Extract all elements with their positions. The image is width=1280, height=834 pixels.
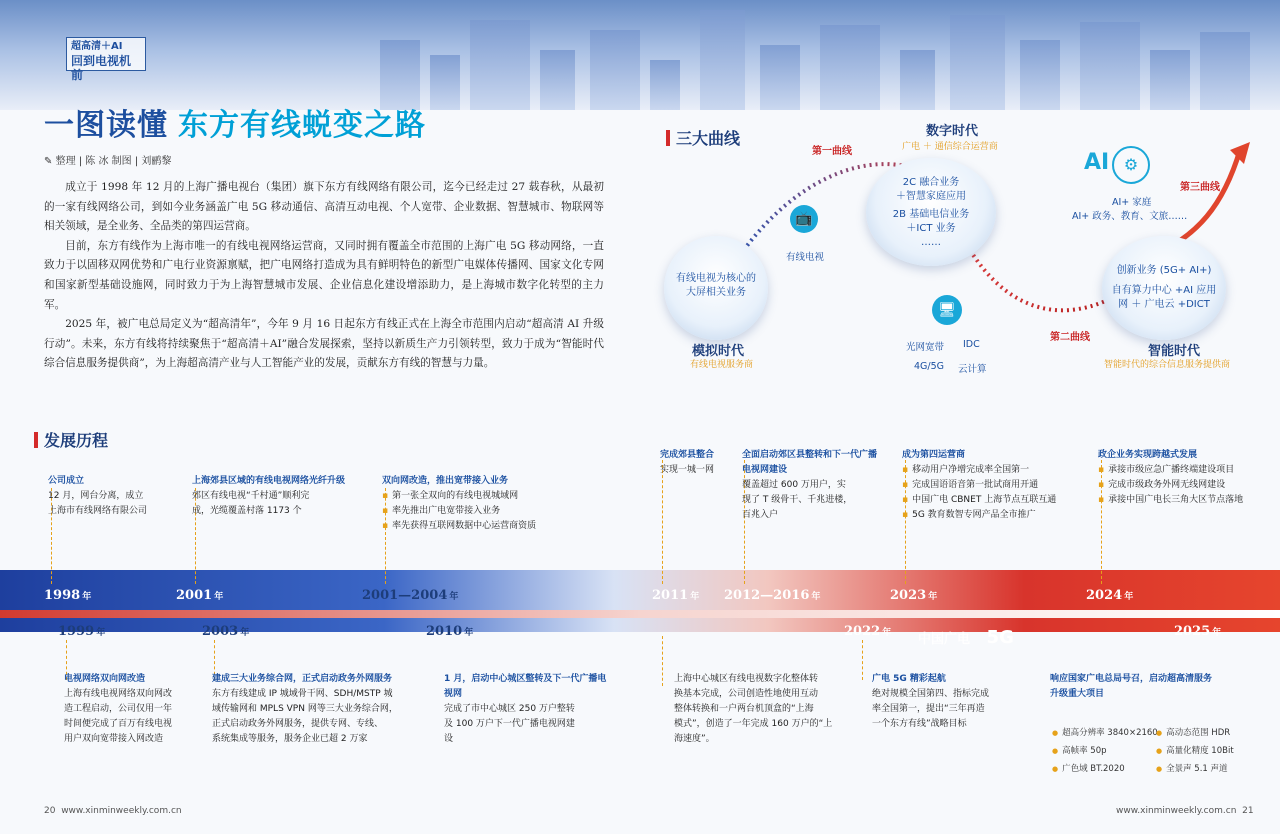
event-bullet: ▪ 移动用户净增完成率全国第一 [902, 463, 1082, 478]
net-label: 光网宽带 [906, 342, 945, 353]
event-bullet: ▪ 率先推出广电宽带接入业务 [382, 504, 582, 519]
event-line: 实现一城一网 [660, 465, 715, 475]
section-tag-line2: 回到电视机前 [71, 54, 132, 82]
event-2023 [902, 448, 1082, 523]
event-heading: 公司成立 [48, 476, 85, 486]
footer-left [44, 806, 182, 816]
analog-era-title: 模拟时代 [692, 344, 745, 359]
spec-item: ● 高帧率 50p [1052, 744, 1107, 756]
digital-blob-line: 2B 基础电信业务 [892, 209, 970, 220]
digital-blob-line: …… [921, 237, 941, 248]
net-label: IDC [963, 339, 980, 350]
footer-url: www.xinminweekly.com.cn [1116, 806, 1237, 816]
event-line: 百兆入户 [742, 510, 779, 520]
event-line: 造工程启动，公司仅用一年 [64, 704, 173, 714]
event-line: 郊区有线电视“千村通”顺利完 [192, 491, 310, 501]
net-label: 云计算 [958, 364, 987, 375]
timeline-band-accent [0, 610, 1280, 618]
section-tag-line1: 超高清＋AI [71, 41, 123, 52]
intro-text [44, 178, 604, 374]
event-line: 换基本完成，公司创造性地使用互动 [674, 689, 819, 699]
tv-label: 有线电视 [786, 252, 825, 263]
network-icon: 🖥 [932, 295, 962, 325]
section-tag [66, 37, 146, 82]
analog-blob-line: 大屏相关业务 [686, 287, 746, 298]
event-bullet: ▪ 完成国语语音第一批试商用开通 [902, 478, 1082, 493]
event-2003 [212, 672, 422, 747]
event-2011 [660, 448, 740, 478]
year-1998: 1998 年 [44, 588, 92, 603]
event-2010-completion [674, 672, 844, 747]
smart-era-subtitle: 智能时代的综合信息服务提供商 [1104, 360, 1231, 370]
event-bullet: ▪ 第一张全双向的有线电视城域网 [382, 489, 582, 504]
event-2022 [872, 672, 1022, 732]
event-2001 [192, 474, 352, 519]
event-line: 用户双向宽带接入网改造 [64, 734, 164, 744]
event-1999 [64, 672, 198, 747]
pen-icon: ✎ [44, 156, 53, 167]
smart-blob-line: 创新业务 (5G+ AI+) [1116, 265, 1212, 276]
year-2011: 2011 年 [652, 588, 700, 603]
tv-icon: 📺 [790, 205, 818, 233]
event-line: 时间便完成了百万有线电视 [64, 719, 173, 729]
year-2001: 2001 年 [176, 588, 224, 603]
year-2003: 2003 年 [202, 624, 250, 639]
intro-paragraph: 成立于 1998 年 12 月的上海广播电视台（集团）旗下东方有线网络有限公司，迄今已经走过 27 载春秋，从最初的一家有线网络公司，到如今业务涵盖广电 5G 移动通信、高清互动电视、个人宽带、企业数据、智慧城市、物联网等相关领域，是全业务、全品类的第四运营商。 [44, 181, 604, 233]
digital-era-blob [866, 158, 996, 266]
event-bullet: ▪ 承接中国广电长三角大区节点落地 [1098, 493, 1268, 508]
smart-blob-line: 网 ＋ 广电云 +DICT [1118, 299, 1210, 310]
event-line: 整体转换和一户两台机顶盒的“上海 [674, 704, 814, 714]
event-line: 一个东方有线”战略目标 [872, 719, 967, 729]
analog-era-blob [664, 236, 768, 340]
event-line: 域传输网和 MPLS VPN 网等三大业务综合网， [212, 704, 398, 714]
year-2022: 2022 年 [844, 624, 892, 639]
event-heading: 政企业务实现跨越式发展 [1098, 450, 1198, 460]
year-2012-2016: 2012—2016 年 [724, 588, 821, 603]
event-2025 [1050, 672, 1220, 702]
event-line: 东方有线建成 IP 城域骨干网、SDH/MSTP 城 [212, 689, 393, 699]
event-heading: 电视网络双向网改造 [64, 674, 146, 684]
ai-label: AI [1084, 150, 1110, 175]
spec-item: ● 超高分辨率 3840×2160 [1052, 726, 1158, 738]
digital-era-title: 数字时代 [926, 124, 979, 139]
smart-era-title: 智能时代 [1148, 344, 1201, 359]
page-title-accent: 东方有线蜕变之路 [178, 108, 426, 143]
event-line: 完成了市中心城区 250 万户整转 [444, 704, 575, 714]
analog-blob-line: 有线电视为核心的 [676, 273, 756, 284]
history-title-text: 发展历程 [44, 431, 109, 450]
spec-item: ● 全景声 5.1 声道 [1156, 762, 1228, 774]
event-heading: 成为第四运营商 [902, 450, 966, 460]
year-2023: 2023 年 [890, 588, 938, 603]
event-bullet: ▪ 5G 教育数智专网产品全市推广 [902, 508, 1082, 523]
page-title [44, 100, 426, 144]
digital-blob-line: ＋ICT 业务 [906, 223, 956, 234]
page-number: 20 [44, 806, 56, 816]
event-line: 模式”，创造了一年完成 160 万户的“上 [674, 719, 833, 729]
page-title-main: 一图读懂 [44, 108, 168, 143]
net-label: 4G/5G [914, 361, 945, 372]
event-heading: 1 月，启动中心城区整转及下一代广播电视网 [444, 674, 607, 699]
event-line: 正式启动政务外网服务，提供专网、专线、 [212, 719, 384, 729]
event-heading: 全面启动郊区县整转和下一代广播电视网建设 [742, 450, 878, 475]
curves-title-text: 三大曲线 [676, 129, 741, 148]
event-line: 率全国第一，提出“三年再造 [872, 704, 985, 714]
event-2016 [742, 448, 882, 523]
event-heading: 双向网改造，推出宽带接入业务 [382, 476, 509, 486]
event-line: 绝对规模全国第四、指标完成 [872, 689, 990, 699]
year-2001-2004: 2001—2004 年 [362, 588, 459, 603]
event-heading: 建成三大业务综合网，正式启动政务外网服务 [212, 674, 393, 684]
spec-item: ● 高量化精度 10Bit [1156, 744, 1234, 756]
intro-paragraph: 2025 年，被广电总局定义为“超高清年”，今年 9 月 16 日起东方有线正式在上海全市范围内启动“超高清 AI 升级行动”。未来，东方有线将持续聚焦于“超高清＋AI”融合发展探索，坚持以新质生产力引领转型，致力于成为“智能时代综合信息服务提供商”，为上海超高清产业与人工智能产业的发展，贡献东方有线的智慧与力量。 [44, 318, 604, 370]
analog-era-subtitle: 有线电视服务商 [690, 360, 754, 370]
year-2010: 2010 年 [426, 624, 474, 639]
credits-text: 整理 | 陈 冰 制图 | 刘鹂黎 [55, 156, 172, 167]
intro-paragraph: 目前，东方有线作为上海市唯一的有线电视网络运营商，又同时拥有覆盖全市范围的上海广电 5G 移动网络，一直致力于以固移双网优势和广电行业资源禀赋，把广电网络打造成为具有鲜明特色的新型广电媒体传播网、国家文化专网和国家新型基础设施网，同时致力于为上海智慧城市发展、企业信息化建设增添助力，是上海城市数字化转型的主力军。 [44, 239, 604, 311]
event-heading: 上海郊县区域的有线电视网络光纤升级 [192, 476, 346, 486]
event-heading: 完成郊县整合 [660, 450, 715, 460]
event-line: 上海有线电视网络双向网改 [64, 689, 173, 699]
year-2024: 2024 年 [1086, 588, 1134, 603]
spec-item: ● 广色域 BT.2020 [1052, 762, 1125, 774]
event-1998 [48, 474, 178, 519]
ai-brain-icon: ⚙ [1112, 146, 1150, 184]
event-bullet: ▪ 承接市级应急广播终端建设项目 [1098, 463, 1268, 478]
third-curve-label: 第三曲线 [1180, 182, 1220, 193]
ai-line: AI+ 家庭 [1112, 197, 1152, 208]
digital-blob-line: 2C 融合业务 [902, 177, 960, 188]
title-marker-icon [34, 432, 38, 448]
event-line: 覆盖超过 600 万用户，实 [742, 480, 846, 490]
spec-item: ● 高动态范围 HDR [1156, 726, 1230, 738]
year-2025: 2025 年 [1174, 624, 1222, 639]
event-heading: 广电 5G 精彩起航 [872, 674, 946, 684]
event-line: 系统集成等服务，服务企业已超 2 万家 [212, 734, 368, 744]
event-line: 上海市有线网络有限公司 [48, 506, 148, 516]
header-banner [0, 0, 1280, 110]
year-1999: 1999 年 [58, 624, 106, 639]
ai-line: AI+ 政务、教育、文旅…… [1072, 211, 1188, 222]
event-line: 12 月，网台分离，成立 [48, 491, 144, 501]
cbn-logo: 中国广电 5G [918, 627, 1014, 648]
page-number: 21 [1242, 806, 1254, 816]
event-line: 现了 T 级骨干、千兆进楼， [742, 495, 853, 505]
history-title [34, 428, 108, 451]
event-line: 及 100 万户下一代广播电视网建 [444, 719, 575, 729]
event-bullet: ▪ 率先获得互联网数据中心运营商资质 [382, 519, 582, 534]
footer-url: www.xinminweekly.com.cn [61, 806, 182, 816]
smart-blob-line: 自有算力中心 +AI 应用 [1111, 285, 1217, 296]
event-2010 [444, 672, 614, 747]
digital-blob-line: ＋智慧家庭应用 [896, 191, 966, 202]
second-curve-label: 第二曲线 [1050, 332, 1090, 343]
footer-right [1116, 806, 1254, 816]
event-bullet: ▪ 中国广电 CBNET 上海节点互联互通 [902, 493, 1082, 508]
digital-era-subtitle: 广电 ＋ 通信综合运营商 [902, 142, 998, 152]
smart-era-blob [1102, 236, 1226, 340]
third-curve-arrow [1230, 142, 1250, 164]
event-2004 [382, 474, 582, 534]
event-line: 成，光缆覆盖村落 1173 个 [192, 506, 302, 516]
event-line: 设 [444, 734, 454, 744]
credits [44, 152, 171, 167]
event-2024 [1098, 448, 1268, 508]
first-curve-label: 第一曲线 [812, 146, 852, 157]
event-heading: 响应国家广电总局号召，启动超高清服务升级重大项目 [1050, 674, 1213, 699]
event-line: 上海中心城区有线电视数字化整体转 [674, 674, 819, 684]
event-line: 海速度”。 [674, 734, 715, 744]
event-bullet: ▪ 完成市级政务外网无线网建设 [1098, 478, 1268, 493]
